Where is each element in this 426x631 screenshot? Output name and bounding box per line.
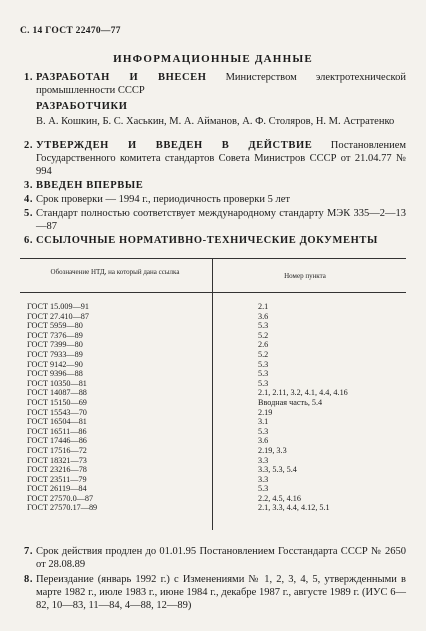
table-row bbox=[20, 302, 406, 312]
table-cell-point: 5.3 bbox=[258, 359, 269, 369]
table-row bbox=[20, 331, 406, 341]
table-cell-doc: ГОСТ 9396—88 bbox=[27, 369, 83, 379]
section-6-heading: ССЫЛОЧНЫЕ НОРМАТИВНО-ТЕХНИЧЕСКИЕ ДОКУМЕНТЫ bbox=[36, 235, 378, 246]
section-5-text: Стандарт полностью соответствует международному стандарту МЭК 335—2—13—87 bbox=[36, 208, 406, 232]
table-cell-doc: ГОСТ 7933—89 bbox=[27, 349, 83, 359]
developers-list: В. А. Кошкин, Б. С. Хаськин, М. А. Айманов, А. Ф. Столяров, Н. М. Астратенко bbox=[36, 116, 395, 128]
table-cell-doc: ГОСТ 15150—69 bbox=[27, 397, 87, 407]
section-4 bbox=[24, 194, 406, 207]
table-cell-doc: ГОСТ 15543—70 bbox=[27, 407, 87, 417]
table-header-rule bbox=[20, 292, 406, 293]
section-8 bbox=[24, 574, 406, 612]
table-cell-point: 5.3 bbox=[258, 378, 269, 388]
table-row bbox=[20, 417, 406, 427]
table-cell-point: 2.2, 4.5, 4.16 bbox=[258, 493, 301, 503]
table-row bbox=[20, 360, 406, 370]
table-row bbox=[20, 388, 406, 398]
table-cell-point: 5.3 bbox=[258, 369, 269, 379]
section-4-text: Срок проверки — 1994 г., периодичность проверки 5 лет bbox=[36, 194, 291, 205]
section-2-heading: УТВЕРЖДЕН И ВВЕДЕН В ДЕЙСТВИЕ bbox=[36, 140, 313, 151]
section-3-number: 3. bbox=[24, 180, 34, 191]
table-row bbox=[20, 465, 406, 475]
section-3-heading: ВВЕДЕН ВПЕРВЫЕ bbox=[36, 180, 144, 191]
table-cell-doc: ГОСТ 23216—78 bbox=[27, 465, 87, 475]
table-cell-doc: ГОСТ 27.410—87 bbox=[27, 311, 89, 321]
table-cell-point: 3.3 bbox=[258, 474, 269, 484]
section-2 bbox=[24, 140, 406, 178]
section-7 bbox=[24, 546, 406, 572]
table-cell-doc: ГОСТ 16511—86 bbox=[27, 426, 87, 436]
table-row bbox=[20, 321, 406, 331]
table-body bbox=[20, 302, 406, 513]
table-row bbox=[20, 350, 406, 360]
table-row bbox=[20, 475, 406, 485]
table-row bbox=[20, 369, 406, 379]
developers-heading: РАЗРАБОТЧИКИ bbox=[36, 100, 128, 112]
table-cell-doc: ГОСТ 23511—79 bbox=[27, 474, 87, 484]
table-col-point-header: Номер пункта bbox=[284, 272, 326, 280]
references-table bbox=[20, 258, 406, 530]
table-cell-point: 5.2 bbox=[258, 330, 269, 340]
table-cell-point: 3.1 bbox=[258, 417, 269, 427]
section-1-heading: РАЗРАБОТАН И ВНЕСЕН bbox=[36, 72, 207, 83]
table-cell-point: 5.3 bbox=[258, 426, 269, 436]
table-cell-doc: ГОСТ 9142—90 bbox=[27, 359, 83, 369]
table-row bbox=[20, 427, 406, 437]
table-cell-doc: ГОСТ 26119—84 bbox=[27, 484, 87, 494]
section-1-text: Министерством электротехнической промышленности СССР bbox=[36, 72, 406, 96]
table-row bbox=[20, 446, 406, 456]
table-cell-point: 2.1, 3.3, 4.4, 4.12, 5.1 bbox=[258, 503, 330, 513]
section-1 bbox=[24, 72, 406, 129]
section-2-text: Постановлением Государственного комитета стандартов Совета Министров СССР от 21.04.77 № 994 bbox=[36, 140, 407, 177]
section-5 bbox=[24, 208, 406, 234]
table-cell-doc: ГОСТ 7399—80 bbox=[27, 340, 83, 350]
table-cell-point: 2.1 bbox=[258, 302, 269, 311]
table-row bbox=[20, 379, 406, 389]
section-7-number: 7. bbox=[24, 546, 34, 557]
table-cell-doc: ГОСТ 17446—86 bbox=[27, 436, 87, 446]
table-cell-point: 3.6 bbox=[258, 311, 269, 321]
table-cell-doc: ГОСТ 17516—72 bbox=[27, 445, 87, 455]
table-cell-doc: ГОСТ 27570.17—89 bbox=[27, 503, 98, 513]
table-row bbox=[20, 494, 406, 504]
section-2-number: 2. bbox=[24, 140, 34, 151]
table-top-rule bbox=[20, 258, 406, 259]
table-cell-point: 3.3, 5.3, 5.4 bbox=[258, 465, 297, 475]
section-3 bbox=[24, 180, 406, 193]
page-header: С. 14 ГОСТ 22470—77 bbox=[20, 26, 121, 36]
table-cell-point: 5.3 bbox=[258, 484, 269, 494]
table-row bbox=[20, 398, 406, 408]
page-title: ИНФОРМАЦИОННЫЕ ДАННЫЕ bbox=[113, 53, 313, 65]
table-cell-point: 5.2 bbox=[258, 349, 269, 359]
table-cell-point: 2.19, 3.3 bbox=[258, 445, 287, 455]
table-row bbox=[20, 456, 406, 466]
table-cell-doc: ГОСТ 16504—81 bbox=[27, 417, 87, 427]
table-cell-point: 3.3 bbox=[258, 455, 269, 465]
table-cell-doc: ГОСТ 5959—80 bbox=[27, 321, 83, 331]
section-6 bbox=[24, 235, 406, 248]
table-row bbox=[20, 503, 406, 513]
table-cell-doc: ГОСТ 10350—81 bbox=[27, 378, 87, 388]
table-cell-point: Вводная часть, 5.4 bbox=[258, 397, 323, 407]
section-6-number: 6. bbox=[24, 235, 34, 246]
table-row bbox=[20, 312, 406, 322]
table-row bbox=[20, 484, 406, 494]
table-cell-point: 3.6 bbox=[258, 436, 269, 446]
table-row bbox=[20, 436, 406, 446]
section-1-number: 1. bbox=[24, 72, 34, 83]
table-cell-doc: ГОСТ 27570.0—87 bbox=[27, 493, 94, 503]
table-cell-point: 2.1, 2.11, 3.2, 4.1, 4.4, 4.16 bbox=[258, 388, 348, 398]
section-8-number: 8. bbox=[24, 574, 34, 585]
table-cell-point: 2.19 bbox=[258, 407, 273, 417]
table-cell-doc: ГОСТ 14087—88 bbox=[27, 388, 87, 398]
table-cell-doc: ГОСТ 18321—73 bbox=[27, 455, 87, 465]
section-5-number: 5. bbox=[24, 208, 34, 219]
section-8-text: Переиздание (январь 1992 г.) с Изменениями № 1, 2, 3, 4, 5, утвержденными в марте 1982 г., июле 1983 г., июне 1984 г., декабре 1987 г., августе 1989 г. (ИУС 6—82, 10—83, 11—84, 4—88, 12—89) bbox=[36, 574, 406, 611]
table-col-doc-header: Обозначение НТД, на который дана ссылка bbox=[50, 268, 180, 276]
table-cell-point: 5.3 bbox=[258, 321, 269, 331]
section-4-number: 4. bbox=[24, 194, 34, 205]
table-cell-doc: ГОСТ 7376—89 bbox=[27, 330, 83, 340]
section-7-text: Срок действия продлен до 01.01.95 Постановлением Госстандарта СССР № 2650 от 28.08.89 bbox=[36, 546, 406, 570]
table-row bbox=[20, 340, 406, 350]
table-row bbox=[20, 408, 406, 418]
table-cell-point: 2.6 bbox=[258, 340, 269, 350]
table-cell-doc: ГОСТ 15.009—91 bbox=[27, 302, 89, 311]
